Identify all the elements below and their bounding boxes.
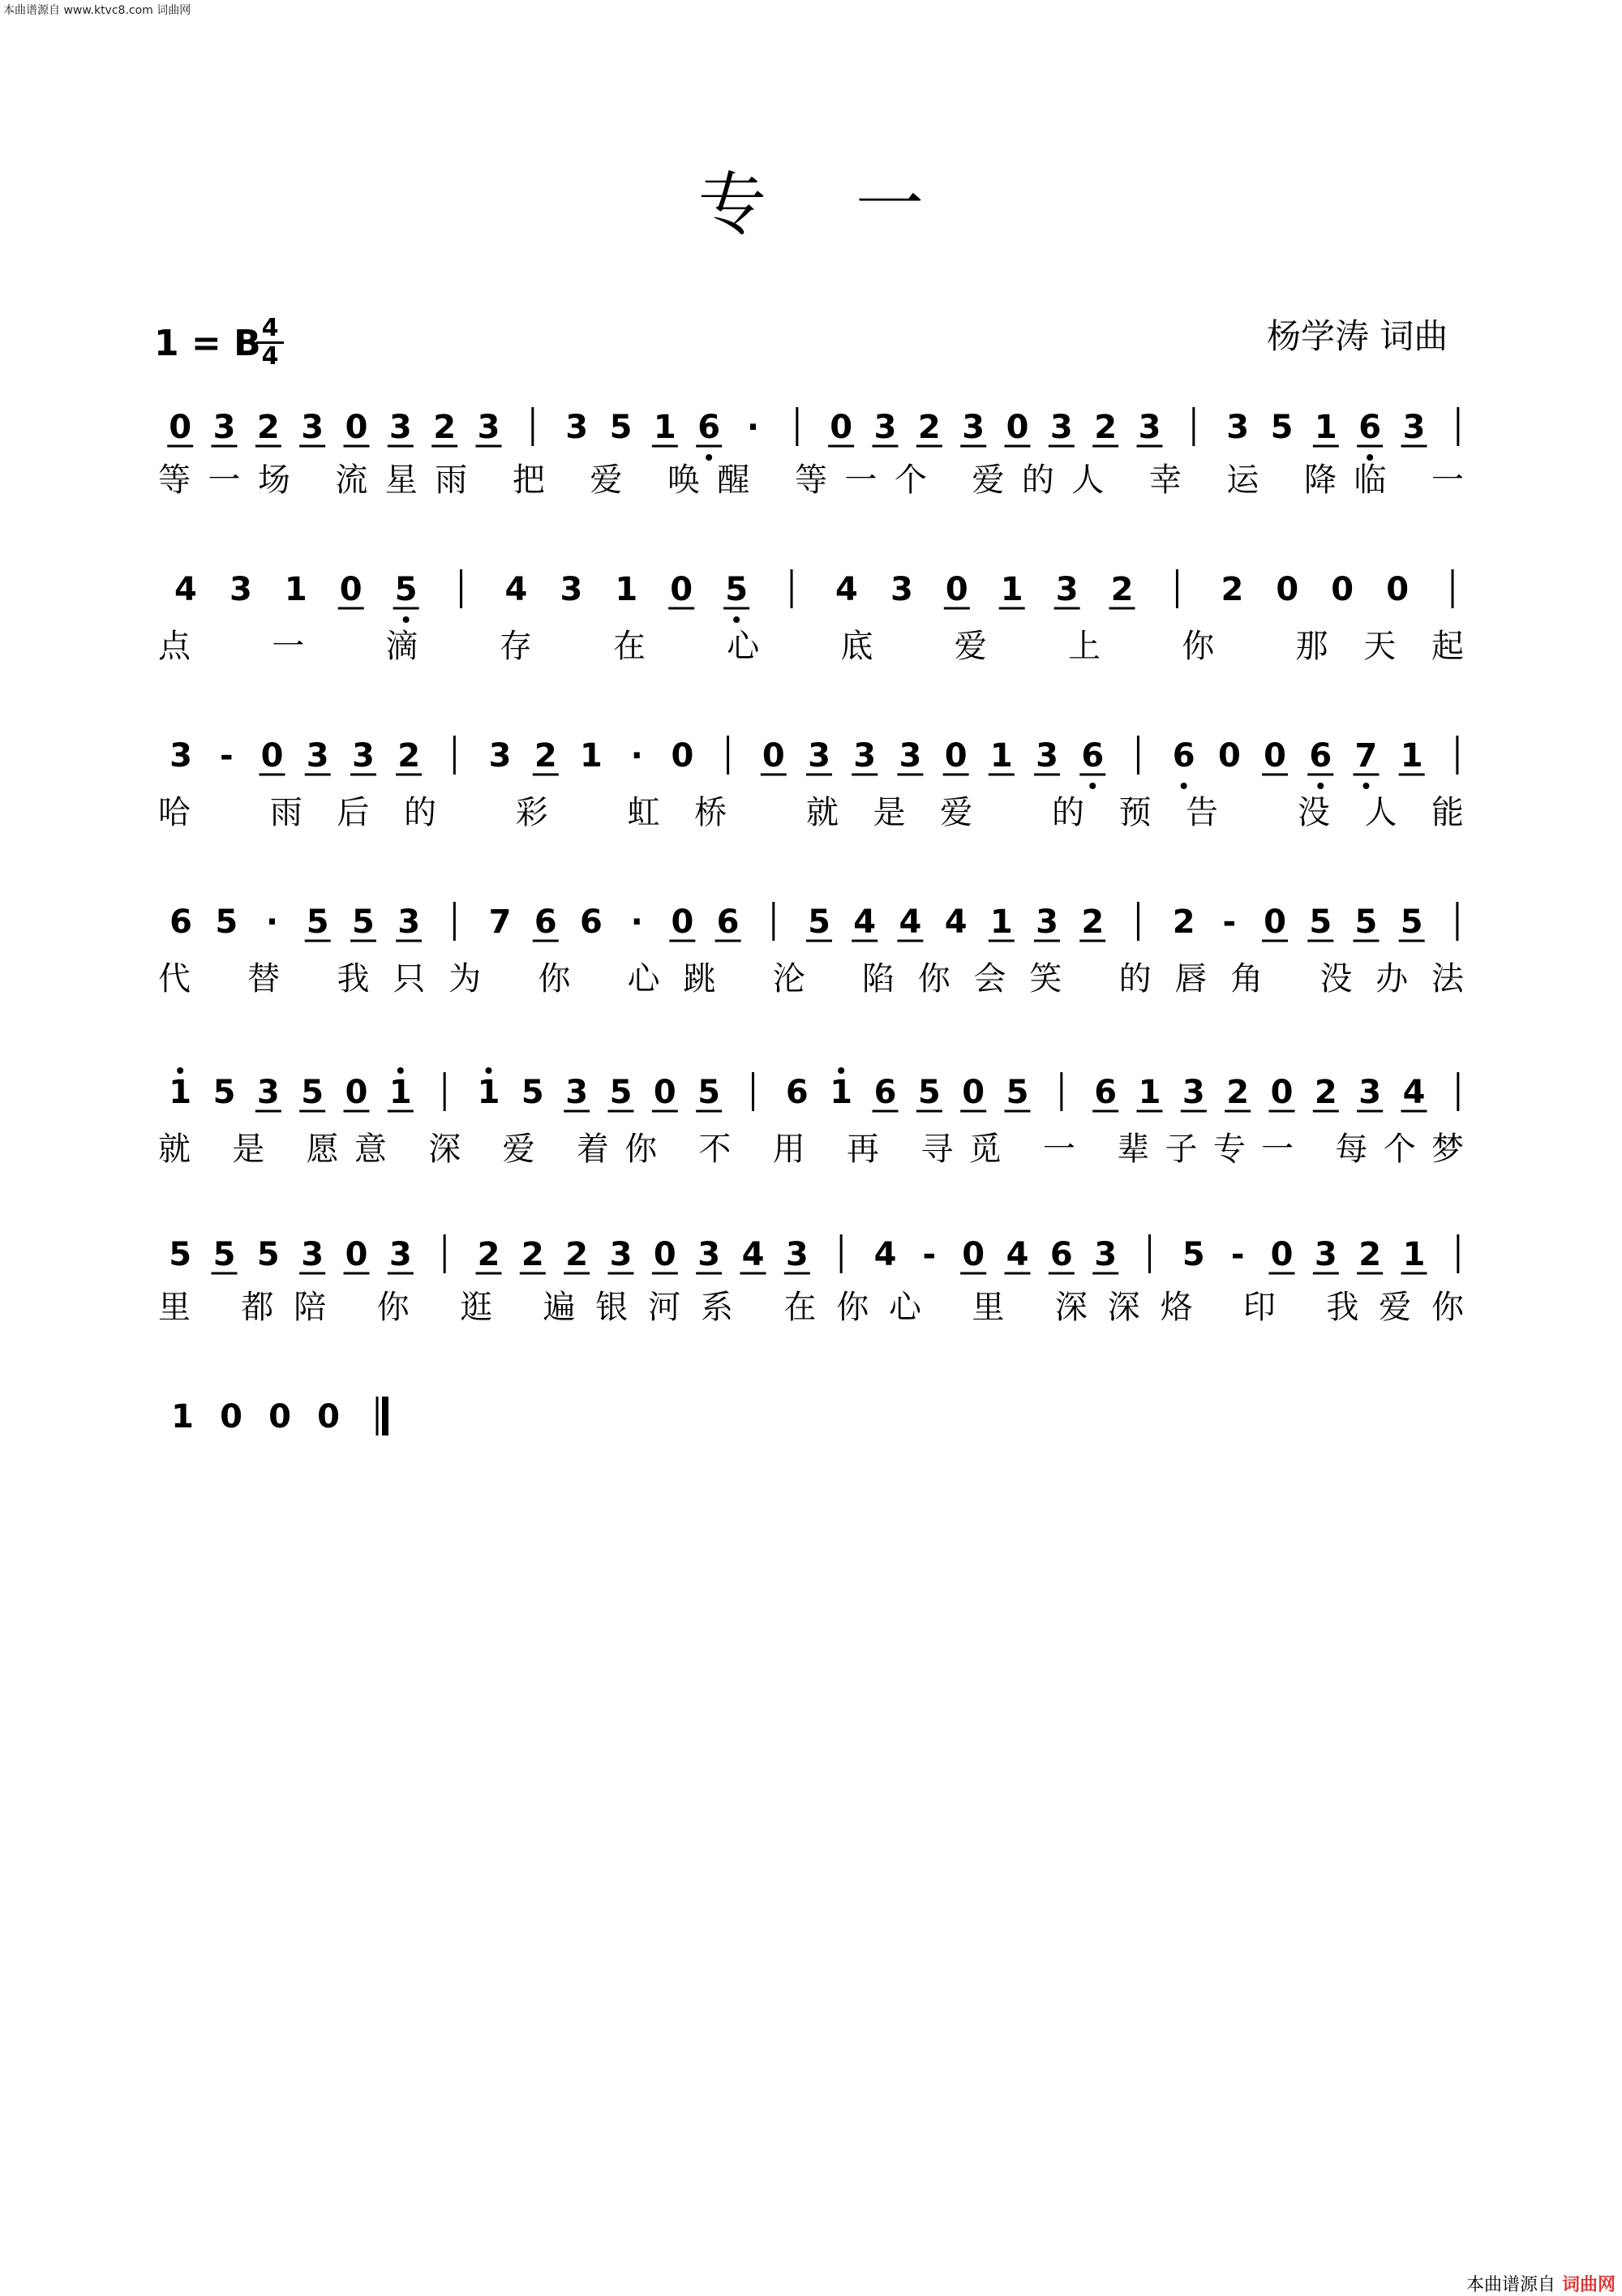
low-octave-dot — [733, 616, 740, 623]
meter-bottom: 4 — [261, 342, 279, 371]
note: 0 — [944, 737, 968, 775]
note: 6 — [1358, 409, 1382, 446]
key-signature: 1 = B — [154, 323, 261, 364]
note: 3 — [301, 1236, 324, 1273]
note: 5 — [306, 903, 329, 941]
high-octave-dot — [838, 1067, 844, 1074]
high-octave-dot — [486, 1067, 492, 1074]
note: 6 — [169, 903, 193, 941]
note: 5 — [697, 1074, 721, 1111]
note: 5 — [352, 903, 375, 941]
note: · — [746, 409, 760, 446]
note: 5 — [256, 1236, 280, 1273]
note: 0 — [317, 1398, 340, 1436]
note: 3 — [808, 737, 830, 775]
note: 3 — [609, 1236, 633, 1273]
note: 3 — [560, 571, 583, 608]
note: 3 — [697, 1236, 721, 1273]
note: 5 — [917, 1074, 941, 1111]
note: 0 — [1264, 903, 1286, 941]
note: 1 — [388, 1074, 412, 1111]
note: 3 — [256, 1074, 280, 1111]
low-octave-dot — [1362, 783, 1369, 789]
note: 4 — [873, 1236, 897, 1273]
note: 3 — [1226, 409, 1250, 446]
note: 3 — [1182, 1074, 1205, 1111]
note: 4 — [741, 1236, 765, 1273]
note: 5 — [1309, 903, 1332, 941]
note: 6 — [580, 903, 603, 941]
note: 3 — [1402, 409, 1426, 446]
note: 4 — [1006, 1236, 1029, 1273]
note: 6 — [1049, 1236, 1073, 1273]
note: 7 — [488, 903, 512, 941]
watermark-bottom-brand: 词曲网 — [1561, 2275, 1616, 2295]
note: 1 — [169, 1074, 192, 1111]
note: 3 — [1094, 1236, 1118, 1273]
note: 4 — [899, 903, 922, 941]
note: 0 — [1270, 1236, 1294, 1273]
note: 0 — [1264, 737, 1286, 775]
note: 5 — [215, 903, 238, 941]
note: 1 — [1000, 571, 1023, 608]
note: 2 — [1314, 1074, 1337, 1111]
note: 5 — [212, 1236, 236, 1273]
note: 0 — [1217, 737, 1241, 775]
note: 0 — [653, 1236, 676, 1273]
note: 0 — [653, 1074, 676, 1111]
note: 2 — [1358, 1236, 1382, 1273]
note: 0 — [1386, 571, 1410, 608]
note: 3 — [301, 409, 324, 446]
note: 5 — [1006, 1074, 1029, 1111]
note: 4 — [944, 903, 968, 941]
note: 2 — [1172, 903, 1195, 941]
note: 1 — [1138, 1074, 1161, 1111]
note: 0 — [945, 571, 968, 608]
note: 5 — [1354, 903, 1378, 941]
note: 5 — [725, 571, 749, 608]
note: 5 — [609, 409, 633, 446]
note: 0 — [268, 1398, 291, 1436]
note: · — [265, 903, 279, 941]
watermark-bottom-text: 本曲谱源自 — [1465, 2275, 1555, 2295]
note: 4 — [853, 903, 877, 941]
note: 3 — [1358, 1074, 1382, 1111]
note: 1 — [580, 737, 603, 775]
low-octave-dot — [1089, 783, 1096, 789]
note: 6 — [534, 903, 557, 941]
note: 3 — [306, 737, 329, 775]
note: 0 — [220, 1398, 242, 1436]
note: 0 — [345, 1236, 368, 1273]
note: 3 — [785, 1236, 809, 1273]
note: 3 — [1314, 1236, 1337, 1273]
note: 3 — [352, 737, 375, 775]
note: 2 — [917, 409, 941, 446]
lyric-line: 代 替 我只为 你 心跳 沦 陷你会笑 的唇角 没办法 — [158, 960, 1465, 998]
note: 3 — [1036, 737, 1058, 775]
note: 0 — [345, 1074, 368, 1111]
lyric-line: 里 都陪 你 逛 遍银河系 在你心 里 深深烙 印 我爱你 — [158, 1289, 1464, 1326]
note: - — [1222, 903, 1237, 941]
note: 7 — [1354, 737, 1378, 775]
note: 1 — [1314, 409, 1337, 446]
note: 0 — [671, 903, 694, 941]
note: 1 — [284, 571, 307, 608]
note: 0 — [1276, 571, 1299, 608]
note: 1 — [989, 903, 1013, 941]
note: 5 — [1182, 1236, 1205, 1273]
note: 2 — [521, 1236, 544, 1273]
note: 3 — [1055, 571, 1079, 608]
note: 5 — [808, 903, 830, 941]
note: - — [220, 737, 234, 775]
note: 1 — [653, 409, 676, 446]
note: 6 — [1081, 737, 1105, 775]
note: 5 — [1270, 409, 1294, 446]
note: 5 — [394, 571, 418, 608]
note: 2 — [433, 409, 457, 446]
note: 3 — [1138, 409, 1161, 446]
note: 3 — [1036, 903, 1058, 941]
watermark-top: 本曲谱源自 www.ktvc8.com 词曲网 — [3, 4, 191, 17]
note: - — [1230, 1236, 1245, 1273]
watermark-bottom — [1466, 2271, 1616, 2296]
note: 2 — [1221, 571, 1244, 608]
note: 1 — [1400, 737, 1423, 775]
note: 0 — [260, 737, 284, 775]
note: 5 — [609, 1074, 633, 1111]
note: 2 — [397, 737, 421, 775]
note: 1 — [615, 571, 638, 608]
note: 6 — [1094, 1074, 1118, 1111]
note: - — [922, 1236, 937, 1273]
note: 4 — [1402, 1074, 1426, 1111]
note: 0 — [671, 737, 694, 775]
note: 1 — [171, 1398, 194, 1436]
low-octave-dot — [1181, 783, 1187, 789]
note: 0 — [1331, 571, 1354, 608]
note: 3 — [169, 737, 193, 775]
note: 3 — [899, 737, 922, 775]
note: 3 — [488, 737, 512, 775]
note: 1 — [1402, 1236, 1426, 1273]
note: 3 — [1049, 409, 1073, 446]
note: 0 — [345, 409, 368, 446]
note: 2 — [1081, 903, 1105, 941]
note: 5 — [212, 1074, 236, 1111]
lyric-line: 就 是 愿意 深 爱 着你 不 用 再 寻觅 一 辈子专一 每个梦 — [158, 1131, 1464, 1168]
note: 0 — [830, 409, 853, 446]
lyric-line: 点 一 滴 存 在 心 底 爱 上 你 那天起 — [158, 628, 1465, 665]
note: 1 — [477, 1074, 500, 1111]
meter-top: 4 — [261, 314, 279, 342]
note: 3 — [565, 1074, 589, 1111]
note: 5 — [1400, 903, 1423, 941]
note: 5 — [301, 1074, 324, 1111]
note: 3 — [212, 409, 236, 446]
note: 3 — [873, 409, 897, 446]
note: 2 — [1226, 1074, 1250, 1111]
note: 6 — [785, 1074, 809, 1111]
high-octave-dot — [177, 1067, 183, 1074]
lyric-line: 哈 雨后的 彩 虹桥 就是爱 的预告 没人能 — [158, 794, 1464, 831]
note: 0 — [670, 571, 693, 608]
note: 0 — [962, 1236, 985, 1273]
note: · — [630, 737, 643, 775]
note: 5 — [521, 1074, 544, 1111]
low-octave-dot — [403, 616, 410, 623]
note: 2 — [1094, 409, 1118, 446]
note: 4 — [504, 571, 528, 608]
note: 0 — [339, 571, 363, 608]
song-title: 专一 — [697, 165, 1013, 244]
low-octave-dot — [1317, 783, 1324, 789]
note: 3 — [565, 409, 589, 446]
note: 6 — [697, 409, 721, 446]
note: 1 — [830, 1074, 853, 1111]
note: 2 — [534, 737, 557, 775]
note: 0 — [169, 409, 192, 446]
note: 2 — [565, 1236, 589, 1273]
note: 3 — [397, 903, 421, 941]
note: 3 — [388, 409, 412, 446]
note: · — [630, 903, 643, 941]
note: 3 — [477, 409, 500, 446]
low-octave-dot — [1367, 454, 1373, 461]
lyric-line: 等一场 流星雨 把 爱 唤醒 等一个 爱的人 幸 运 降临 一 — [158, 461, 1464, 499]
note: 3 — [388, 1236, 412, 1273]
low-octave-dot — [706, 454, 712, 461]
note: 3 — [853, 737, 877, 775]
note: 2 — [477, 1236, 500, 1273]
note: 6 — [873, 1074, 897, 1111]
note: 0 — [1006, 409, 1029, 446]
note: 0 — [962, 1074, 985, 1111]
note: 6 — [1309, 737, 1332, 775]
note: 4 — [835, 571, 858, 608]
high-octave-dot — [397, 1067, 404, 1074]
note: 1 — [989, 737, 1013, 775]
note: 2 — [1110, 571, 1134, 608]
note: 3 — [890, 571, 913, 608]
note: 0 — [1270, 1074, 1294, 1111]
note: 0 — [762, 737, 785, 775]
note: 6 — [1172, 737, 1195, 775]
note: 5 — [169, 1236, 192, 1273]
note: 2 — [256, 409, 280, 446]
note: 3 — [962, 409, 985, 446]
note: 6 — [716, 903, 740, 941]
author-credit: 杨学涛 词曲 — [1267, 316, 1448, 356]
note: 4 — [174, 571, 197, 608]
note: 3 — [229, 571, 252, 608]
